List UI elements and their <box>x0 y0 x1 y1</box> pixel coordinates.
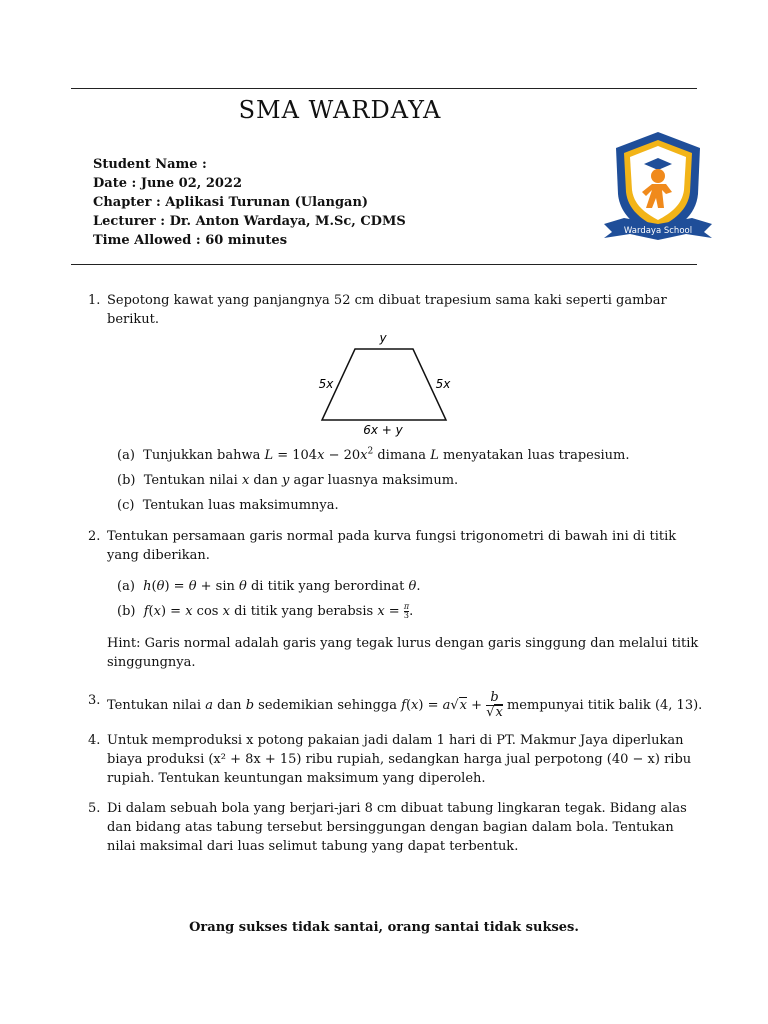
question-text: Tentukan persamaan garis normal pada kurva fungsi trigonometri di bawah ini di titik yang diberikan. <box>107 529 677 563</box>
math-expression: f(x) = x cos x <box>143 604 230 619</box>
math-expression: x <box>241 473 250 488</box>
part-text: Tunjukkan bahwa <box>143 448 261 463</box>
question-number: 1. <box>88 293 101 308</box>
question-1 <box>88 291 700 329</box>
question-number: 3. <box>88 693 101 708</box>
question-2 <box>88 527 700 565</box>
question-5 <box>88 799 700 856</box>
question-4 <box>88 731 700 788</box>
part-text: agar luasnya maksimum. <box>293 473 459 488</box>
math-expression: f(x) = a√x + $\frac{b}{√x}$ <box>401 690 503 720</box>
motto: Orang sukses tidak santai, orang santai tidak sukses. <box>189 920 579 935</box>
part-label: (a) <box>117 448 135 463</box>
text-part: sedemikian sehingga <box>258 698 397 713</box>
text-part: mempunyai titik balik (4, 13). <box>506 698 703 713</box>
question-text: Di dalam sebuah bola yang berjari-jari 8 cm dibuat tabung lingkaran tegak. Bidang alas dan bidang atas tabung tersebut bersinggungan dengan bagian dalam bola. Tentukan nilai maksimal dari luas selimut tabung yang dapat terbentuk. <box>107 801 687 854</box>
math-expression: h(θ) = θ + sin θ <box>143 579 247 594</box>
part-label: (c) <box>117 498 135 513</box>
school-title: SMA WARDAYA <box>238 96 442 124</box>
question-3 <box>88 690 703 720</box>
header-rule <box>71 264 697 265</box>
question-number: 2. <box>88 529 101 544</box>
q1-part-c <box>117 496 339 515</box>
part-label: (b) <box>117 604 136 619</box>
top-rule <box>71 88 697 89</box>
part-text: dan <box>253 473 278 488</box>
q2-part-a <box>117 577 421 596</box>
math-expression: y <box>282 473 290 488</box>
lecturer-label: Lecturer : Dr. Anton Wardaya, M.Sc, CDMS <box>93 214 406 229</box>
trapezoid-left-label: 5x <box>318 377 334 391</box>
logo-text: Wardaya School <box>623 226 693 236</box>
question-text: Untuk memproduksi x potong pakaian jadi dalam 1 hari di PT. Makmur Jaya diperlukan biaya produksi (x² + 8x + 15) ribu rupiah, sedangkan harga jual perpotong (40 − x) ribu rupiah. Tentukan keuntungan maksimum yang diperoleh. <box>107 733 692 786</box>
math-expression: L <box>430 448 439 463</box>
trapezoid-figure <box>300 328 470 440</box>
q2-hint <box>88 634 700 672</box>
math-expression: x = $\frac{\pi}{3}$. <box>377 602 414 620</box>
question-number: 4. <box>88 733 101 748</box>
text-part: dan <box>217 698 242 713</box>
exam-info <box>93 155 406 250</box>
hint-text: Hint: Garis normal adalah garis yang tegak lurus dengan garis singgung dan melalui titik singgungnya. <box>107 636 699 670</box>
trapezoid-bottom-label: 6x + y <box>363 423 403 437</box>
text-part: Tentukan nilai <box>107 698 202 713</box>
part-label: (b) <box>117 473 136 488</box>
q1-part-a: (a) Tunjukkan bahwa $L = 104x - 20x^2$ dimana L menyatakan luas trapesium. <box>117 446 630 463</box>
math-expression: L <box>264 448 274 463</box>
q1-part-b <box>117 471 458 490</box>
date-label: Date : June 02, 2022 <box>93 176 242 191</box>
part-text: Tentukan nilai <box>143 473 238 488</box>
part-label: (a) <box>117 579 135 594</box>
question-number: 5. <box>88 801 101 816</box>
part-text: di titik yang berabsis <box>234 604 374 619</box>
trapezoid-shape <box>322 349 446 420</box>
q2-part-b <box>117 602 413 621</box>
math-expression: θ. <box>408 579 421 594</box>
trapezoid-right-label: 5x <box>435 377 451 391</box>
trapezoid-top-label: y <box>379 331 387 345</box>
chapter-label: Chapter : Aplikasi Turunan (Ulangan) <box>93 195 369 210</box>
question-text: Tentukan nilai a dan b sedemikian sehingga f(x) = a√x + $\frac{b}{√x}$ mempunyai titik balik (4, 13). <box>107 690 703 720</box>
part-text: Tentukan luas maksimumnya. <box>142 498 339 513</box>
student-name-label: Student Name : <box>93 157 207 172</box>
question-text: Sepotong kawat yang panjangnya 52 cm dibuat trapesium sama kaki seperti gambar berikut. <box>107 293 667 327</box>
part-text: dimana <box>377 448 427 463</box>
part-text: di titik yang berordinat <box>250 579 405 594</box>
school-logo <box>600 128 716 244</box>
part-text: menyatakan luas trapesium. <box>442 448 630 463</box>
time-allowed-label: Time Allowed : 60 minutes <box>93 233 288 248</box>
